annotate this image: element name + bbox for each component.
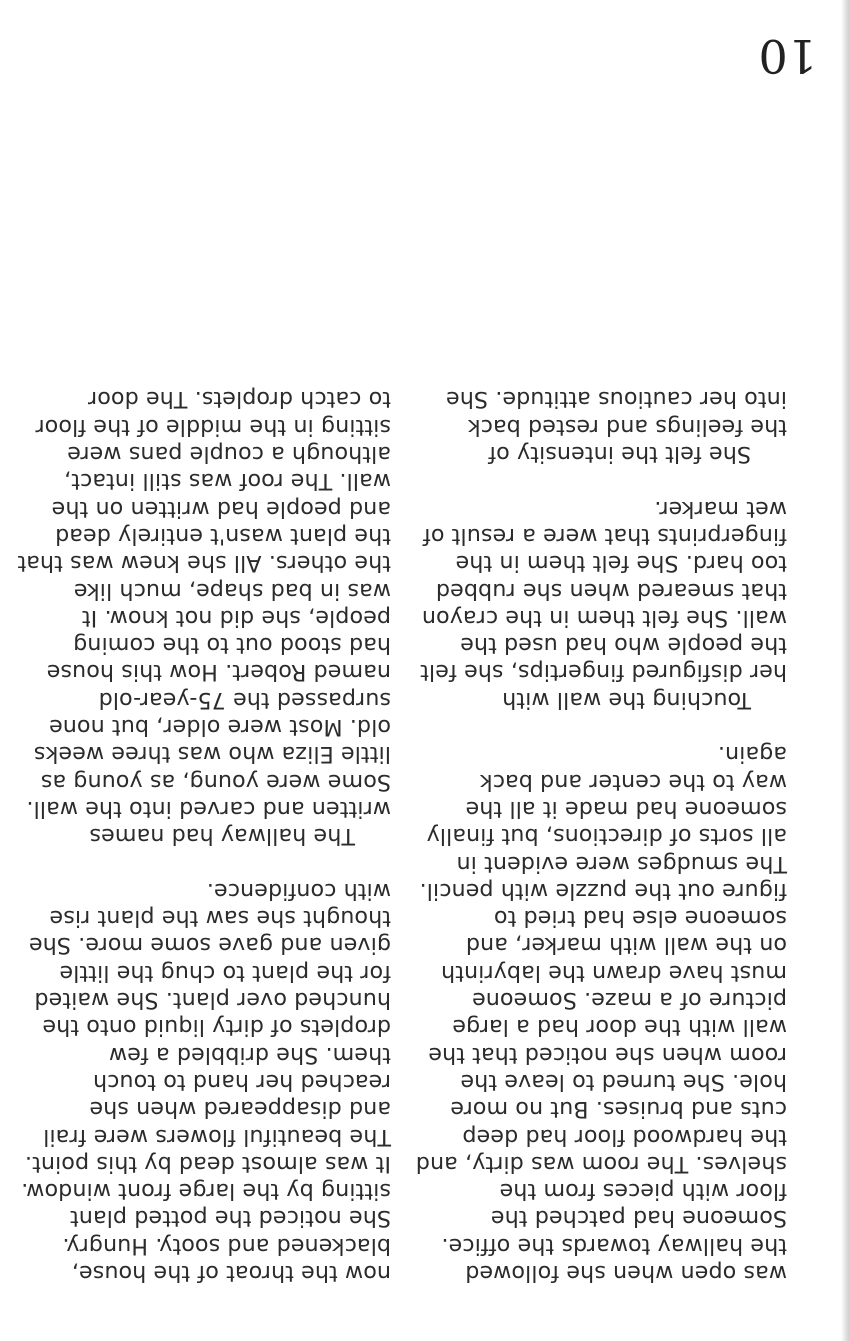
text-line: droplets of dirty liquid onto the <box>42 1014 391 1041</box>
text-line: picture of a maze. Someone <box>471 987 787 1014</box>
text-line: the plant wasn't entirely dead <box>55 522 391 549</box>
text-line: sitting in the middle of the floor <box>35 413 391 440</box>
text-line: room when she noticed that the <box>428 1041 787 1068</box>
text-line: someone else had tried to <box>493 905 787 932</box>
paragraph-spacer <box>427 713 787 740</box>
text-line: named Robert. How this house <box>46 659 391 686</box>
text-line: that smeared when she rubbed <box>435 577 787 604</box>
text-line: to catch droplets. The door <box>87 386 391 413</box>
text-line: written and carved into the wall. <box>26 795 391 822</box>
text-line: old. Most were older, but none <box>48 714 391 741</box>
text-line: someone had made it all the <box>465 795 787 822</box>
text-line: the hardwood floor had deep <box>462 1123 787 1150</box>
text-line: people, she did not know. It <box>81 604 391 631</box>
text-line: cuts and bruises. But no more <box>450 1096 787 1123</box>
text-line: although a couple pans were <box>67 441 391 468</box>
text-line: wet marker. <box>654 495 787 522</box>
text-line: into her cautious attitude. She <box>445 386 787 413</box>
paragraph <box>17 385 391 850</box>
text-line: The hallway had names <box>89 823 355 850</box>
text-line: Some were young, as young as <box>40 768 391 795</box>
text-line: the hallway towards the office. <box>441 1232 787 1259</box>
text-line: figure out the puzzle with pencil. <box>419 877 787 904</box>
text-line: had stood out to the coming <box>73 632 391 659</box>
paragraph-spacer <box>31 849 391 876</box>
text-line: and people had written on the <box>51 495 391 522</box>
text-line: hole. She turned to leave the <box>460 1068 787 1095</box>
paragraph <box>415 740 787 1286</box>
right-text-column <box>17 385 391 1286</box>
text-line: must have drawn the labyrinth <box>441 959 787 986</box>
text-line: fingerprints that were a result of <box>422 522 787 549</box>
text-line: It was almost dead by this point. <box>24 1150 391 1177</box>
text-line: Touching the wall with <box>502 686 751 713</box>
text-line: on the wall with marker, and <box>465 932 787 959</box>
text-line: too hard. She felt them in the <box>455 550 787 577</box>
text-line: was in bad shape, much like <box>73 577 391 604</box>
text-line: She noticed the potted plant <box>69 1205 391 1232</box>
text-line: little Eliza who was three weeks <box>33 741 391 768</box>
text-line: The beautiful flowers were frail <box>43 1123 391 1150</box>
text-line: floor with pieces from the <box>499 1178 787 1205</box>
text-line: wall. She felt them in the crayon <box>421 604 787 631</box>
text-line: Someone had patched the <box>490 1205 787 1232</box>
text-line: the feelings and rested back <box>467 413 787 440</box>
text-line: way to the center and back <box>479 768 787 795</box>
text-line: She felt the intensity of <box>488 441 751 468</box>
text-line: shelves. The room was dirty, and <box>415 1150 787 1177</box>
text-line: again. <box>717 741 787 768</box>
text-line: all sorts of directions, but finally <box>426 823 787 850</box>
page-number: 10 <box>758 29 817 83</box>
text-line: her disfigured fingertips, she felt <box>420 659 787 686</box>
text-line: the others. All she knew was that <box>17 550 391 577</box>
text-line: wall. The roof was still intact, <box>64 468 391 495</box>
paragraph-spacer <box>427 467 787 494</box>
paragraph <box>21 877 391 1286</box>
text-line: now the throat of the house, <box>71 1260 391 1286</box>
text-line: sitting by the large front window. <box>21 1178 391 1205</box>
text-line: was open when she followed <box>465 1260 787 1286</box>
paragraph <box>420 494 787 713</box>
paragraph <box>427 385 787 467</box>
text-line: wall with the door had a large <box>452 1014 787 1041</box>
page-gutter-shadow <box>841 0 849 1341</box>
text-line: them. She dribbled a few <box>108 1041 391 1068</box>
text-line: and disappeared when she <box>89 1096 391 1123</box>
text-line: surpassed the 75-year-old <box>98 686 391 713</box>
left-text-column <box>415 385 787 1286</box>
text-line: thought she saw the plant rise <box>49 905 391 932</box>
text-line: given and gave some more. She <box>28 932 391 959</box>
text-line: blackened and sooty. Hungry. <box>62 1232 391 1259</box>
text-line: hunched over plant. She waited <box>34 987 391 1014</box>
text-line: the people who had used the <box>460 632 787 659</box>
text-line: for the plant to chug the little <box>59 959 391 986</box>
text-line: reached her hand to touch <box>92 1068 391 1095</box>
text-line: with confidence. <box>206 877 391 904</box>
text-line: The smudges were evident in <box>456 850 787 877</box>
